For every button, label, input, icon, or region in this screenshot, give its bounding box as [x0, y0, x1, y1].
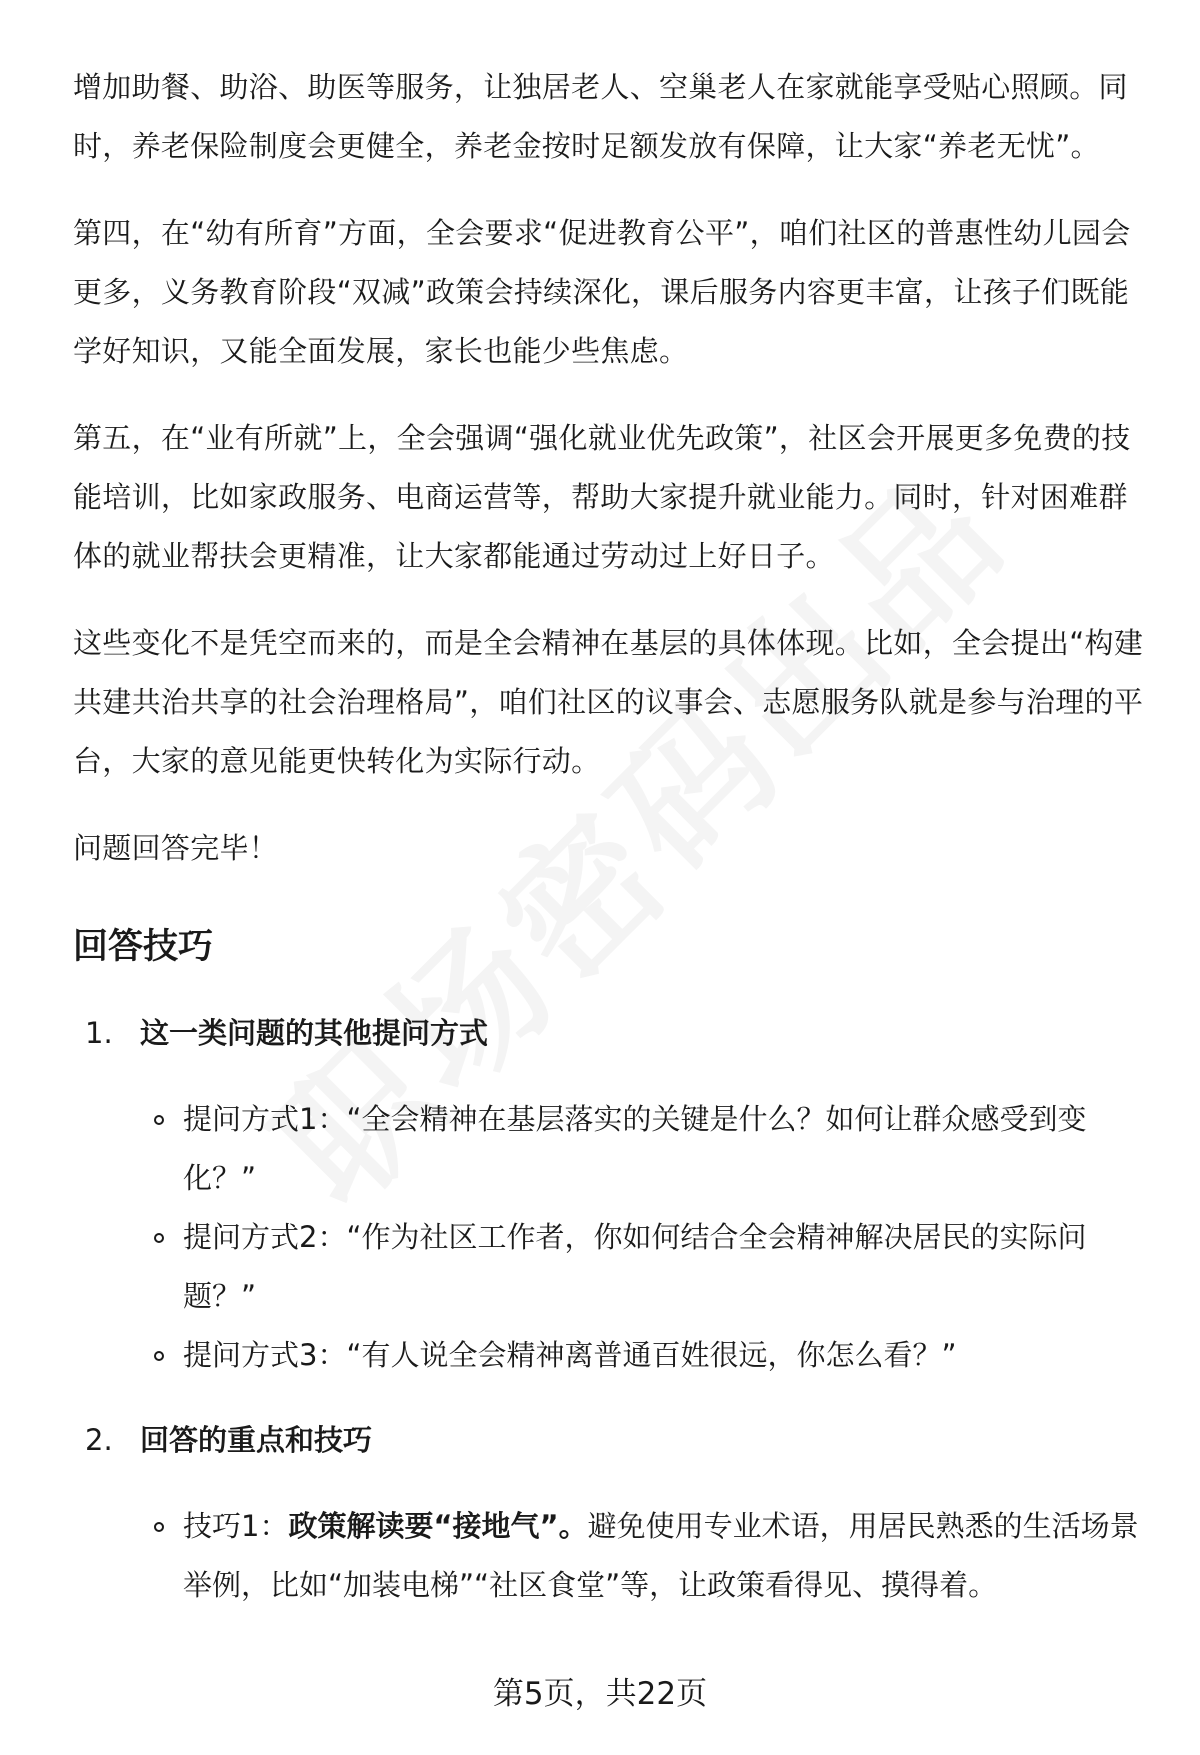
bullet-circle-icon — [154, 1233, 164, 1243]
paragraph-elderly-care: 增加助餐、助浴、助医等服务，让独居老人、空巢老人在家就能享受贴心照顾。同时，养老保险制度会更健全，养老金按时足额发放有保障，让大家“养老无忧”。 — [73, 70, 1128, 163]
paragraph-employment: 第五，在“业有所就”上，全会强调“强化就业优先政策”，社区会开展更多免费的技能培训，比如家政服务、电商运营等，帮助大家提升就业能力。同时，针对困难群体的就业帮扶会更精准，让大家都能通过劳动过上好日子。 — [73, 421, 1131, 573]
item-text: “作为社区工作者，你如何结合全会精神解决居民的实际问题？” — [183, 1220, 1087, 1313]
list-item — [73, 1497, 1153, 1615]
item-bold-text: 政策解读要“接地气”。 — [288, 1509, 588, 1543]
question-variants-list — [73, 1090, 1153, 1385]
list-item — [73, 1326, 1153, 1385]
tips-list — [73, 1497, 1153, 1615]
paragraph-education: 第四，在“幼有所育”方面，全会要求“促进教育公平”，咱们社区的普惠性幼儿园会更多，义务教育阶段“双减”政策会持续深化，课后服务内容更丰富，让孩子们既能学好知识，又能全面发展，家长也能少些焦虑。 — [73, 216, 1131, 368]
item-prefix: 提问方式3： — [183, 1338, 347, 1372]
numbered-item-2 — [85, 1415, 1153, 1465]
item-text: “全会精神在基层落实的关键是什么？如何让群众感受到变化？” — [183, 1102, 1087, 1195]
section-heading: 回答技巧 — [73, 927, 214, 967]
item-text: 避免使用专业术语，用居民熟悉的生活场景举例，比如“加装电梯”“社区食堂”等，让政策看得见、摸得着。 — [183, 1509, 1139, 1602]
paragraph-closing: 问题回答完毕！ — [73, 831, 279, 865]
paragraph-governance: 这些变化不是凭空而来的，而是全会精神在基层的具体体现。比如，全会提出“构建共建共治共享的社会治理格局”，咱们社区的议事会、志愿服务队就是参与治理的平台，大家的意见能更快转化为实际行动。 — [73, 626, 1144, 778]
item-title: 回答的重点和技巧 — [140, 1423, 373, 1457]
bullet-circle-icon — [154, 1115, 164, 1125]
item-prefix: 提问方式2： — [183, 1220, 347, 1254]
item-number: 1. — [85, 1016, 113, 1050]
list-item — [73, 1208, 1153, 1326]
item-text: “有人说全会精神离普通百姓很远，你怎么看？” — [346, 1338, 957, 1372]
item-prefix: 技巧1： — [183, 1509, 289, 1543]
item-title: 这一类问题的其他提问方式 — [140, 1016, 489, 1050]
bullet-circle-icon — [154, 1522, 164, 1532]
item-prefix: 提问方式1： — [183, 1102, 347, 1136]
numbered-item-1 — [85, 1008, 1153, 1058]
page-content — [73, 58, 1153, 1645]
item-number: 2. — [85, 1423, 113, 1457]
bullet-circle-icon — [154, 1351, 164, 1361]
list-item — [73, 1090, 1153, 1208]
page-number-footer: 第5页，共22页 — [492, 1676, 708, 1712]
